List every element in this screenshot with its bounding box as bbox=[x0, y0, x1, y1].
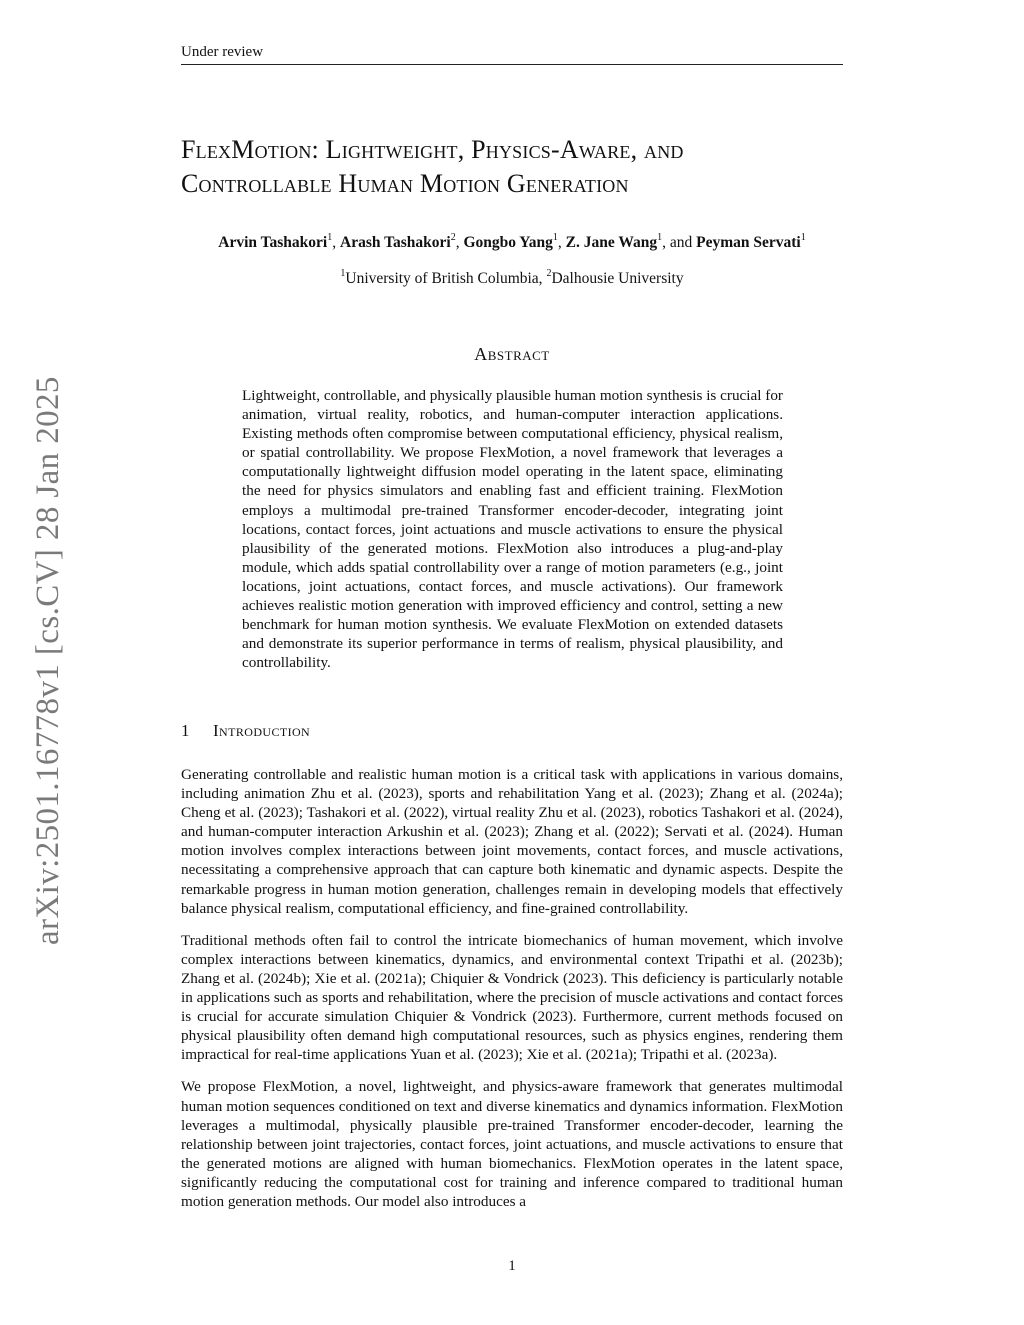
section-number: 1 bbox=[181, 721, 190, 740]
author-name: Arash Tashakori bbox=[340, 234, 451, 251]
affiliation-marker: 1 bbox=[552, 232, 558, 243]
author-separator: , bbox=[557, 234, 566, 251]
affiliation-marker: 2 bbox=[546, 268, 552, 279]
affiliation-marker: 1 bbox=[327, 232, 333, 243]
body-paragraph: We propose FlexMotion, a novel, lightweight, and physics-aware framework that generates multimodal human motion sequences conditioned on text and diverse kinematics and dynamics information. FlexMotion leverages a multimodal, physically plausible pre-trained Transformer encoder-decoder, learning the relationship between joint trajectories, contact forces, joint actuations, and muscle activations to ensure that the generated motions are aligned with human biomechanics. FlexMotion operates in the latent space, significantly reducing the computational cost for training and inference compared to traditional human motion generation methods. Our model also introduces a bbox=[181, 1078, 843, 1210]
affiliation-marker: 1 bbox=[340, 268, 346, 279]
author-name: Peyman Servati bbox=[696, 234, 801, 251]
body-paragraph: Traditional methods often fail to control the intricate biomechanics of human movement, which involve complex interactions between kinematics, dynamics, and environmental context Tripathi et al. (2023b); Zhang et al. (2024b); Xie et al. (2021a); Chiquier & Vondrick (2023). This deficiency is particularly notable in applications such as sports and rehabilitation, where the precision of muscle activations and contact forces is crucial for accurate simulation Chiquier & Vondrick (2023). Furthermore, current methods focused on physical plausibility often demand high computational resources, such as physics engines, rendering them impractical for real-time applications Yuan et al. (2023); Xie et al. (2021a); Tripathi et al. (2023a). bbox=[181, 931, 843, 1064]
affiliations bbox=[181, 270, 843, 288]
title-line-1: FlexMotion: Lightweight, Physics-Aware, and bbox=[181, 135, 684, 164]
section-heading bbox=[181, 721, 843, 741]
abstract-text: Lightweight, controllable, and physically plausible human motion synthesis is crucial for animation, virtual reality, robotics, and human-computer interaction applications. Existing methods often compromise between computational efficiency, physical realism, or spatial controllability. We propose FlexMotion, a novel framework that leverages a computationally lightweight diffusion model operating in the latent space, eliminating the need for physics simulators and enabling fast and efficient training. FlexMotion employs a multimodal pre-trained Transformer encoder-decoder, integrating joint locations, contact forces, joint actuations and muscle activations to ensure the physical plausibility of the generated motions. FlexMotion also introduces a plug-and-play module, which adds spatial controllability over a range of motion parameters (e.g., joint locations, joint actuations, contact forces, and muscle activations). Our framework achieves realistic motion generation with improved efficiency and control, setting a new benchmark for human motion synthesis. We evaluate FlexMotion on extended datasets and demonstrate its superior performance in terms of realism, physical plausibility, and controllability. bbox=[242, 387, 783, 672]
affiliation-name: University of British Columbia, bbox=[345, 270, 547, 287]
running-header: Under review bbox=[181, 44, 843, 65]
author-conjunction: , and bbox=[662, 234, 697, 251]
author-list bbox=[181, 234, 843, 252]
affiliation-marker: 1 bbox=[657, 232, 663, 243]
section-title: Introduction bbox=[213, 721, 311, 740]
paper-title bbox=[181, 133, 843, 201]
arxiv-identifier: arXiv:2501.16778v1 [cs.CV] 28 Jan 2025 bbox=[30, 376, 66, 945]
body-paragraph: Generating controllable and realistic human motion is a critical task with applications in various domains, including animation Zhu et al. (2023), sports and rehabilitation Yang et al. (2023); Zhang et al. (2024a); Cheng et al. (2023); Tashakori et al. (2022), virtual reality Zhu et al. (2023), robotics Tashakori et al. (2024), and human-computer interaction Arkushin et al. (2023); Zhang et al. (2022); Servati et al. (2024). Human motion involves complex interactions between joint movements, contact forces, and muscle activations, necessitating a comprehensive approach that can capture both kinematic and dynamic aspects. Despite the remarkable progress in human motion generation, challenges remain in developing models that effectively balance physical realism, computational efficiency, and fine-grained controllability. bbox=[181, 766, 843, 917]
author-separator: , bbox=[455, 234, 464, 251]
page-number: 1 bbox=[508, 1258, 516, 1274]
section-body bbox=[181, 765, 843, 1224]
affiliation-marker: 2 bbox=[450, 232, 456, 243]
abstract-heading: Abstract bbox=[474, 344, 550, 364]
author-name: Gongbo Yang bbox=[463, 234, 553, 251]
affiliation-name: Dalhousie University bbox=[551, 270, 684, 287]
author-name: Arvin Tashakori bbox=[218, 234, 328, 251]
affiliation-marker: 1 bbox=[800, 232, 806, 243]
author-name: Z. Jane Wang bbox=[565, 234, 658, 251]
title-line-2: Controllable Human Motion Generation bbox=[181, 169, 629, 198]
author-separator: , bbox=[332, 234, 340, 251]
